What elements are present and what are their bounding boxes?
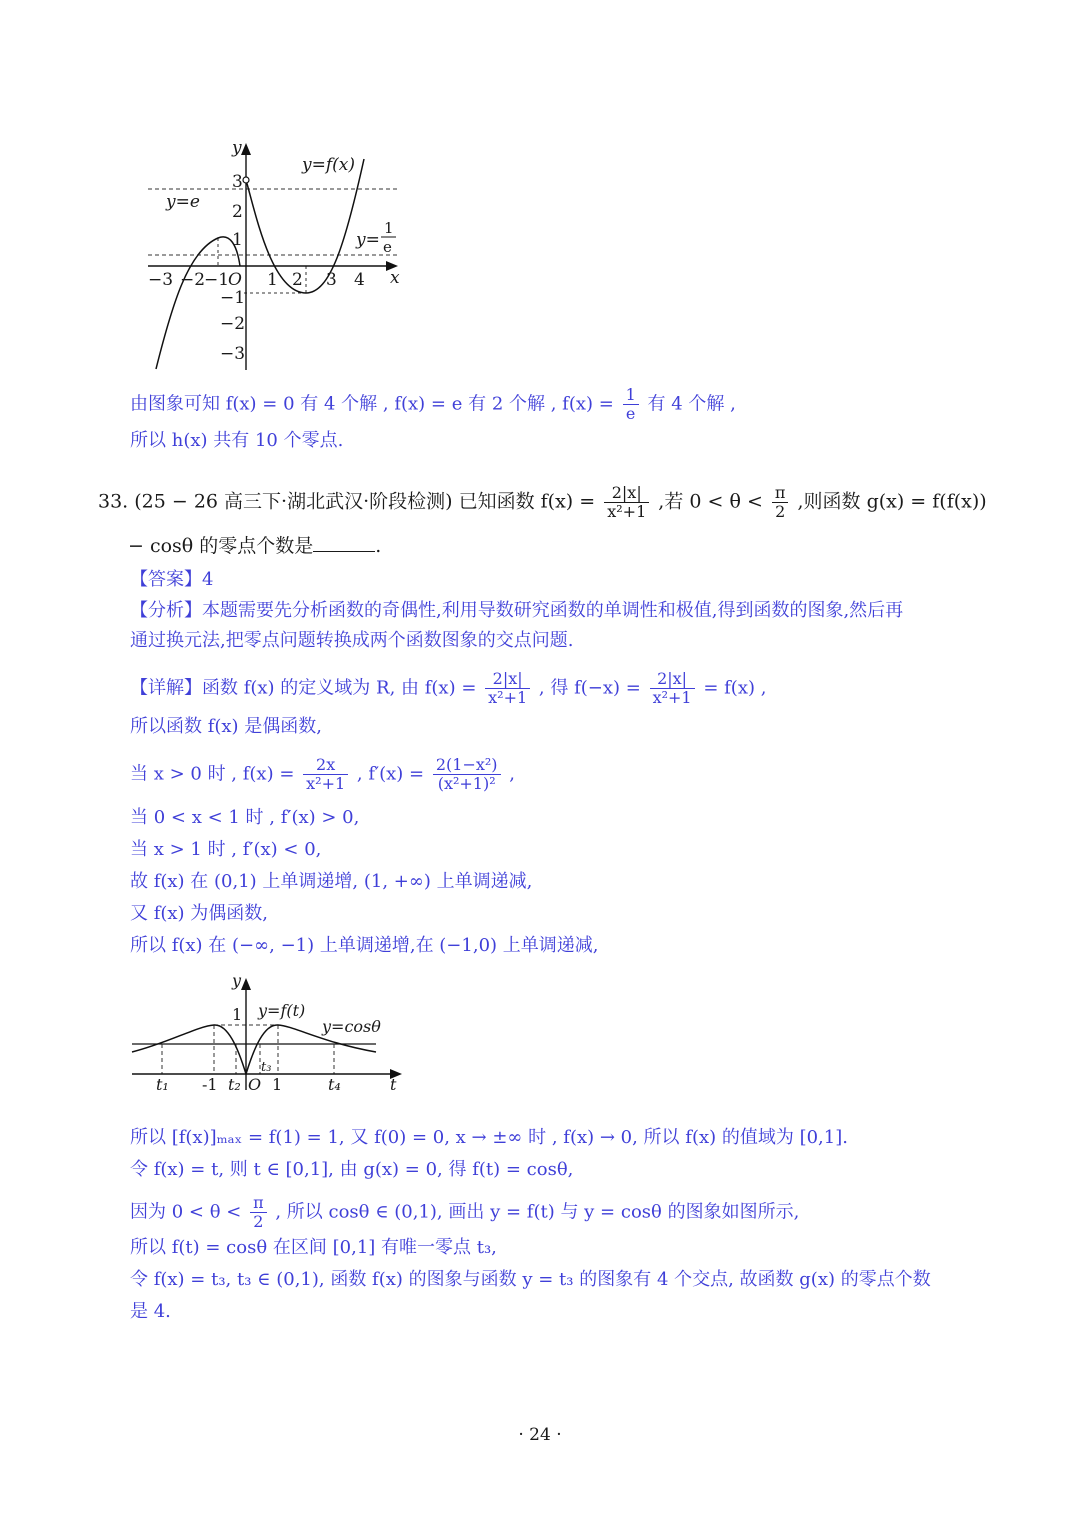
frac-num: 2x xyxy=(303,756,348,775)
origin-label: O xyxy=(228,270,242,290)
conclusion-line6: 是 4. xyxy=(130,1301,171,1322)
page-number: · 24 · xyxy=(518,1425,562,1445)
fraction xyxy=(250,1194,267,1231)
text-span: 33. (25 − 26 高三下·湖北武汉·阶段检测) 已知函数 f(x) = xyxy=(98,490,596,513)
frac-num: π xyxy=(772,484,789,503)
text-span: 由图象可知 f(x) = 0 有 4 个解 , f(x) = e 有 2 个解 , f(x) = xyxy=(130,393,614,415)
line-e-label: y=e xyxy=(166,192,200,212)
text-span: ,若 0 < θ < xyxy=(658,490,763,513)
frac-den: x²+1 xyxy=(306,774,346,793)
text-span: , 所以 cosθ ∈ (0,1), 画出 y = f(t) 与 y = cosθ 的图象如图所示, xyxy=(275,1201,800,1223)
text-span: . xyxy=(375,535,382,557)
y-tick-label: −3 xyxy=(220,344,246,364)
detail-line6: 故 f(x) 在 (0,1) 上单调递增, (1, +∞) 上单调递减, xyxy=(130,871,533,892)
frac-num: 2(1−x²) xyxy=(433,756,501,775)
y-tick-label: 2 xyxy=(232,202,243,222)
curve-label: y=f(x) xyxy=(302,155,355,175)
x-tick-label: 4 xyxy=(354,270,365,290)
frac-den: x²+1 xyxy=(652,688,692,707)
text-span: , f′(x) = xyxy=(356,763,425,785)
analysis-line1: 【分析】本题需要先分析函数的奇偶性,利用导数研究函数的单调性和极值,得到函数的图象,然后再 xyxy=(130,600,904,621)
x-tick-label: −1 xyxy=(204,270,230,290)
x-label: 1 xyxy=(272,1075,283,1094)
frac-num: 2|x| xyxy=(650,670,695,689)
x-tick-label: −2 xyxy=(180,270,206,290)
frac-den: x²+1 xyxy=(488,688,528,707)
origin-label: O xyxy=(248,1075,262,1094)
frac-den: (x²+1)² xyxy=(437,774,496,793)
x-axis-label: t xyxy=(390,1075,397,1094)
x-tick-label: 1 xyxy=(267,270,278,290)
y-tick-label: 1 xyxy=(232,230,243,250)
fraction xyxy=(485,670,530,707)
solution-32-line1 xyxy=(130,386,1010,423)
answer-line: 【答案】4 xyxy=(130,569,214,590)
frac-num: 2|x| xyxy=(485,670,530,689)
analysis-line2: 通过换元法,把零点问题转换成两个函数图象的交点问题. xyxy=(130,630,574,651)
detail-line7: 又 f(x) 为偶函数, xyxy=(130,903,269,924)
text-span: 有 4 个解 , xyxy=(647,393,736,415)
inv-e-den: e xyxy=(383,238,392,256)
frac-num: 2|x| xyxy=(604,484,649,503)
conclusion-line1: 所以 [f(x)]ₘₐₓ = f(1) = 1, 又 f(0) = 0, x → ±∞ 时 , f(x) → 0, 所以 f(x) 的值域为 [0,1]. xyxy=(130,1127,848,1148)
text-span: ,则函数 g(x) = f(f(x)) xyxy=(797,490,987,513)
conclusion-line4: 所以 f(t) = cosθ 在区间 [0,1] 有唯一零点 t₃, xyxy=(130,1237,497,1258)
conclusion-line3 xyxy=(130,1194,1010,1231)
question-33-line1 xyxy=(98,483,987,521)
x-label: t₄ xyxy=(328,1075,341,1094)
detail-line2: 所以函数 f(x) 是偶函数, xyxy=(130,716,323,737)
graph-f-t-cos xyxy=(128,968,408,1098)
text-span: , xyxy=(509,763,515,785)
frac-den: 2 xyxy=(253,1212,264,1231)
conclusion-line5: 令 f(x) = t₃, t₃ ∈ (0,1), 函数 f(x) 的图象与函数 y = t₃ 的图象有 4 个交点, 故函数 g(x) 的零点个数 xyxy=(130,1269,931,1290)
y-axis-label: y xyxy=(232,138,242,158)
peak-one-label: 1 xyxy=(232,1005,243,1024)
fraction xyxy=(623,386,639,423)
frac-den: 2 xyxy=(775,502,786,521)
fraction xyxy=(433,756,501,793)
frac-den: x²+1 xyxy=(607,502,647,521)
text-span: 因为 0 < θ < xyxy=(130,1201,242,1223)
frac-num: π xyxy=(250,1194,267,1213)
x-axis-label: x xyxy=(390,268,400,288)
y-axis-label: y xyxy=(232,971,242,990)
detail-line5: 当 x > 1 时 , f′(x) < 0, xyxy=(130,839,322,860)
text-span: 【详解】函数 f(x) 的定义域为 R, 由 f(x) = xyxy=(130,677,477,699)
answer-blank xyxy=(313,533,375,552)
solution-32-line2: 所以 h(x) 共有 10 个零点. xyxy=(130,430,344,451)
fraction xyxy=(604,484,649,521)
y-tick-label: −1 xyxy=(220,288,246,308)
x-label: t₂ xyxy=(228,1075,241,1094)
detail-line8: 所以 f(x) 在 (−∞, −1) 上单调递增,在 (−1,0) 上单调递减, xyxy=(130,935,599,956)
line-inv-e-label: y= xyxy=(356,230,380,250)
x-tick-label: 2 xyxy=(292,270,303,290)
question-33-line2 xyxy=(128,533,1008,559)
cos-label: y=cosθ xyxy=(322,1017,381,1036)
curve-label: y=f(t) xyxy=(258,1001,306,1020)
x-label: t₁ xyxy=(156,1075,169,1094)
y-tick-label: −2 xyxy=(220,314,246,334)
text-span: 当 x > 0 时 , f(x) = xyxy=(130,763,295,785)
fraction xyxy=(772,484,789,521)
fraction xyxy=(650,670,695,707)
y-tick-label: 3 xyxy=(232,172,243,192)
detail-line3 xyxy=(130,756,1010,793)
text-span: = f(x) , xyxy=(703,677,767,699)
inv-e-num: 1 xyxy=(384,219,394,237)
x-tick-label: 3 xyxy=(326,270,337,290)
detail-line4: 当 0 < x < 1 时 , f′(x) > 0, xyxy=(130,807,360,828)
text-span: − cosθ 的零点个数是 xyxy=(128,535,314,557)
frac-den: e xyxy=(625,404,636,423)
x-label: t₃ xyxy=(261,1060,272,1075)
conclusion-line2: 令 f(x) = t, 则 t ∈ [0,1], 由 g(x) = 0, 得 f(t) = cosθ, xyxy=(130,1159,574,1180)
frac-num: 1 xyxy=(623,386,639,405)
x-label: -1 xyxy=(202,1075,218,1094)
x-tick-label: −3 xyxy=(148,270,174,290)
detail-line1 xyxy=(130,670,1010,707)
graph-f-x xyxy=(140,135,420,380)
text-span: , 得 f(−x) = xyxy=(538,677,641,699)
fraction xyxy=(303,756,348,793)
